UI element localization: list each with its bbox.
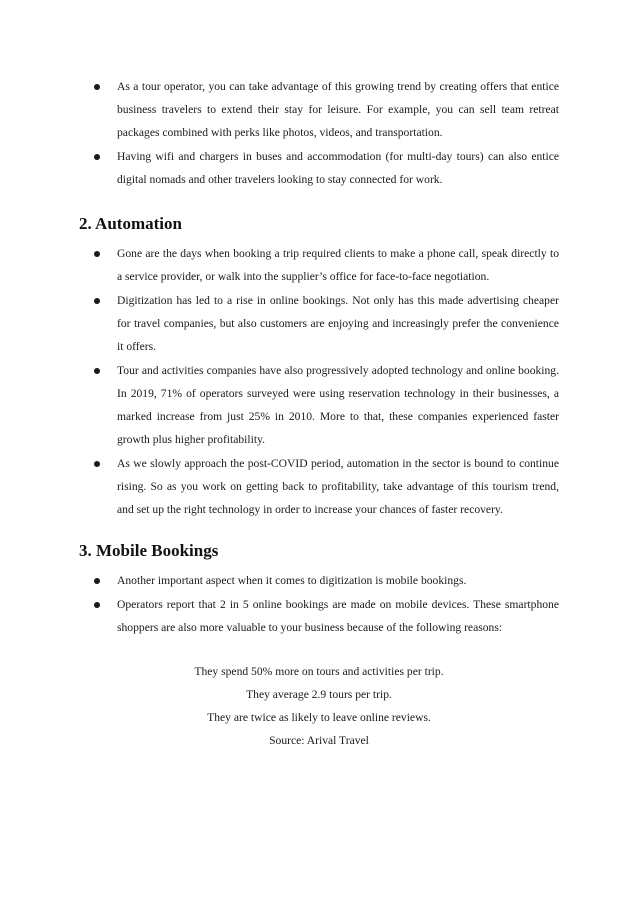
- bullet-icon: [94, 602, 100, 608]
- list-item-text: Digitization has led to a rise in online bookings. Not only has this made advertising cheaper for travel companies, but also customers are enjoying and increasingly prefer the convenience it offers.: [117, 294, 559, 353]
- stat-line: They spend 50% more on tours and activities per trip.: [194, 665, 444, 678]
- section-heading-automation: 2. Automation: [79, 214, 182, 233]
- intro-bullet-list: [0, 75, 638, 191]
- list-item: [0, 242, 638, 288]
- list-item-text: Having wifi and chargers in buses and accommodation (for multi-day tours) can also entice digital nomads and other travelers looking to stay connected for work.: [117, 150, 559, 186]
- bullet-icon: [94, 154, 100, 160]
- source-line: Source: Arival Travel: [269, 734, 369, 747]
- section-heading-mobile-bookings: 3. Mobile Bookings: [79, 541, 219, 560]
- bullet-icon: [94, 298, 100, 304]
- list-item-text: Operators report that 2 in 5 online bookings are made on mobile devices. These smartphone shoppers are also more valuable to your business because of the following reasons:: [117, 598, 559, 634]
- list-item: [0, 145, 638, 191]
- bullet-icon: [94, 578, 100, 584]
- list-item: [0, 289, 638, 358]
- list-item: [0, 593, 638, 639]
- list-item-text: As we slowly approach the post-COVID period, automation in the sector is bound to continue rising. So as you work on getting back to profitability, take advantage of this tourism trend, and set up the right technology in order to increase your chances of faster recovery.: [117, 457, 559, 516]
- list-item: [0, 569, 638, 592]
- list-item: [0, 452, 638, 521]
- stats-block: [0, 660, 638, 752]
- stat-line: They average 2.9 tours per trip.: [246, 688, 392, 701]
- list-item-text: Tour and activities companies have also progressively adopted technology and online booking. In 2019, 71% of operators surveyed were using reservation technology in their businesses, a marked increase from just 25% in 2010. More to that, these companies experienced faster growth plus higher profitability.: [117, 364, 559, 446]
- bullet-icon: [94, 461, 100, 467]
- list-item-text: As a tour operator, you can take advantage of this growing trend by creating offers that entice business travelers to extend their stay for leisure. For example, you can sell team retreat packages combined with perks like photos, videos, and transportation.: [117, 80, 559, 139]
- list-item-text: Gone are the days when booking a trip required clients to make a phone call, speak directly to a service provider, or walk into the supplier’s office for face-to-face negotiation.: [117, 247, 559, 283]
- list-item: [0, 359, 638, 451]
- bullet-icon: [94, 84, 100, 90]
- bullet-icon: [94, 251, 100, 257]
- list-item: [0, 75, 638, 144]
- bullet-icon: [94, 368, 100, 374]
- automation-bullet-list: [0, 242, 638, 521]
- mobile-bookings-bullet-list: [0, 569, 638, 639]
- list-item-text: Another important aspect when it comes to digitization is mobile bookings.: [117, 574, 467, 587]
- stat-line: They are twice as likely to leave online reviews.: [207, 711, 431, 724]
